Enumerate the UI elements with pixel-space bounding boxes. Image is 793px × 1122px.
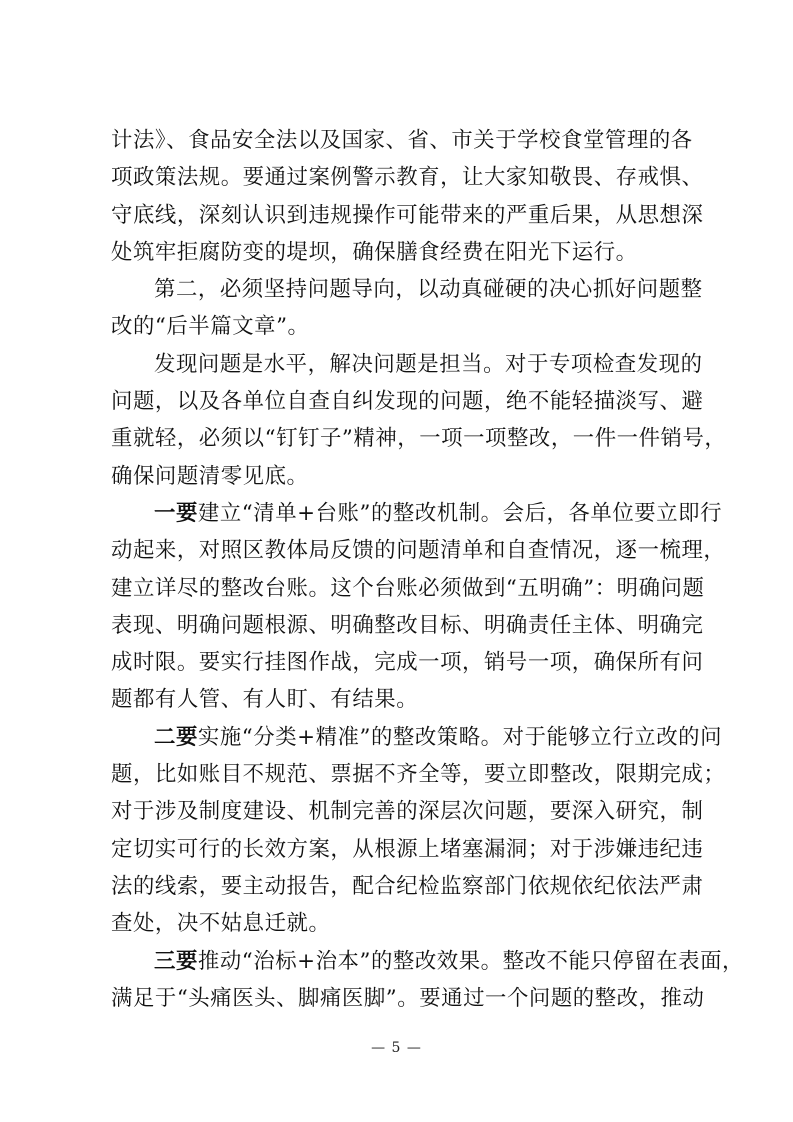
text-line: 查处，决不姑息迁就。 [111,911,331,937]
document-body [111,122,744,1017]
text-line: 法的线索，要主动报告，配合纪检监察部门依规依纪依法严肃 [111,873,704,899]
paragraph-line-second-requirement [111,719,723,756]
page-number: — 5 — [371,1040,422,1056]
section-heading-line: 第二，必须坚持问题导向，以动真碰硬的决心抓好问题整 [154,277,703,303]
text-line: 项政策法规。要通过案例警示教育，让大家知敬畏、存戒惧、 [111,165,704,191]
bold-prefix: 三要 [154,948,198,974]
line-text: 建立“清单+台账”的整改机制。会后，各单位要立即行 [197,500,723,526]
text-line: 动起来，对照区教体局反馈的问题清单和自查情况，逐一梳理， [111,538,726,564]
text-line: 计法》、食品安全法以及国家、省、市关于学校食堂管理的各 [111,128,693,153]
line-text: 推动“治标+治本”的整改效果。整改不能只停留在表面， [197,948,744,974]
text-line: 对于涉及制度建设、机制完善的深层次问题，要深入研究，制 [111,799,704,825]
line-text: 实施“分类+精准”的整改策略。对于能够立行立改的问 [197,724,723,750]
bold-prefix: 一要 [154,500,198,526]
paragraph-line-first-requirement [111,495,723,532]
paragraph-line-third-requirement [111,943,744,980]
text-line: 确保问题清零见底。 [111,463,309,489]
text-line: 守底线，深刻认识到违规操作可能带来的严重后果，从思想深 [111,202,704,228]
text-line: 重就轻，必须以“钉钉子”精神，一项一项整改，一件一件销号， [111,426,727,452]
text-line: 成时限。要实行挂图作战，完成一项，销号一项，确保所有问 [111,650,704,676]
text-line: 问题，以及各单位自查自纠发现的问题，绝不能轻描淡写、避 [111,389,704,415]
text-line: 发现问题是水平，解决问题是担当。对于专项检查发现的 [154,351,703,377]
text-line: 建立详尽的整改台账。这个台账必须做到“五明确”：明确问题 [111,575,705,601]
text-line: 处筑牢拒腐防变的堤坝，确保膳食经费在阳光下运行。 [111,239,638,265]
text-line: 题，比如账目不规范、票据不齐全等，要立即整改，限期完成； [111,762,726,788]
section-heading-line: 改的“后半篇文章”。 [111,314,310,340]
text-line: 题都有人管、有人盯、有结果。 [111,687,419,713]
text-line: 定切实可行的长效方案，从根源上堵塞漏洞；对于涉嫌违纪违 [111,836,704,862]
bold-prefix: 二要 [154,724,198,750]
text-line: 满足于“头痛医头、脚痛医脚”。要通过一个问题的整改，推动 [111,985,705,1011]
text-line: 表现、明确问题根源、明确整改目标、明确责任主体、明确完 [111,612,704,638]
